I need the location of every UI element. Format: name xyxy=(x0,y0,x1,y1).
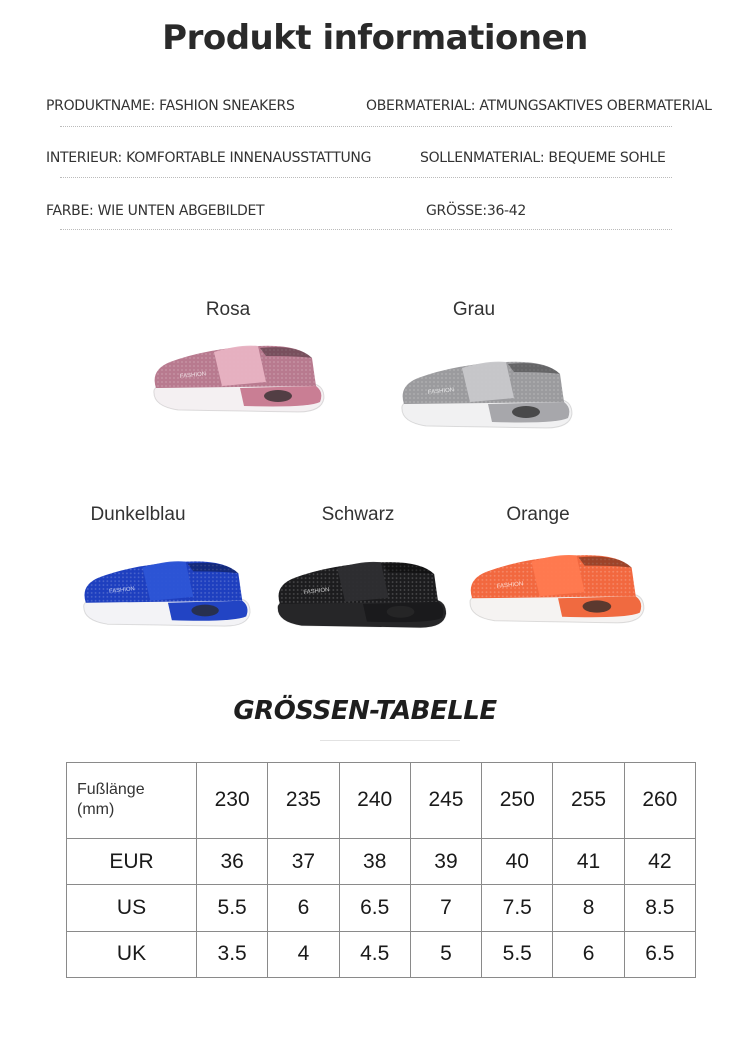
info-product-name: PRODUKTNAME: FASHION SNEAKERS xyxy=(46,98,295,114)
table-cell: 240 xyxy=(339,763,410,839)
shoe-image-rosa xyxy=(148,332,328,416)
table-cell: 235 xyxy=(268,763,339,839)
divider xyxy=(60,229,672,230)
table-cell: 260 xyxy=(624,763,695,839)
table-cell: 250 xyxy=(482,763,553,839)
shoe-brand-text: FASHION xyxy=(108,586,136,595)
shoe-brand-text: FASHION xyxy=(496,580,524,591)
table-cell: 40 xyxy=(482,838,553,884)
air-cushion xyxy=(583,600,612,612)
table-row xyxy=(67,931,696,977)
table-cell: 5.5 xyxy=(197,885,268,931)
row-label-eur: EUR xyxy=(67,838,197,884)
foot-length-label: Fußlänge xyxy=(77,781,145,799)
air-cushion xyxy=(512,406,540,418)
table-cell: 6 xyxy=(268,885,339,931)
air-cushion xyxy=(191,605,218,617)
table-row xyxy=(67,838,696,884)
table-row xyxy=(67,885,696,931)
table-cell: 6.5 xyxy=(339,885,410,931)
table-cell: 6.5 xyxy=(624,931,695,977)
shoe-strap xyxy=(143,561,194,601)
divider xyxy=(60,177,672,178)
size-table xyxy=(66,762,696,978)
table-cell: 245 xyxy=(410,763,481,839)
info-interior: INTERIEUR: KOMFORTABLE INNENAUSSTATTUNG xyxy=(46,150,372,166)
row-label-uk: UK xyxy=(67,931,197,977)
shoe-image-orange xyxy=(464,540,648,628)
color-label-grau: Grau xyxy=(452,299,496,320)
info-size: GRÖSSE:36-42 xyxy=(426,203,527,219)
divider xyxy=(320,740,460,741)
table-row xyxy=(67,763,696,839)
info-sole-material: SOLLENMATERIAL: BEQUEME SOHLE xyxy=(420,150,666,166)
table-cell: 230 xyxy=(197,763,268,839)
table-cell: 42 xyxy=(624,838,695,884)
page-title: Produkt informationen xyxy=(162,18,588,58)
table-cell: 7.5 xyxy=(482,885,553,931)
table-cell: 5 xyxy=(410,931,481,977)
shoe-strap xyxy=(462,362,514,402)
table-cell: 5.5 xyxy=(482,931,553,977)
table-cell: 36 xyxy=(197,838,268,884)
table-cell: 8.5 xyxy=(624,885,695,931)
table-cell: 39 xyxy=(410,838,481,884)
info-upper-material: OBERMATERIAL: ATMUNGSAKTIVES OBERMATERIAL xyxy=(366,98,712,114)
air-cushion xyxy=(264,390,292,402)
row-label-us: US xyxy=(67,885,197,931)
shoe-strap xyxy=(531,555,584,596)
color-label-dunkelblau: Dunkelblau xyxy=(90,504,186,525)
air-cushion xyxy=(387,606,415,618)
shoe-brand-text: FASHION xyxy=(303,587,330,596)
shoe-strap xyxy=(337,562,388,602)
color-label-schwarz: Schwarz xyxy=(321,504,395,525)
foot-length-header xyxy=(67,763,197,839)
table-cell: 3.5 xyxy=(197,931,268,977)
size-chart-title: GRÖSSEN-TABELLE xyxy=(233,696,497,726)
table-cell: 6 xyxy=(553,931,624,977)
table-cell: 41 xyxy=(553,838,624,884)
shoe-brand-text: FASHION xyxy=(427,387,455,396)
table-cell: 4 xyxy=(268,931,339,977)
shoe-brand-text: FASHION xyxy=(179,371,207,380)
foot-length-unit: (mm) xyxy=(77,801,115,819)
table-cell: 38 xyxy=(339,838,410,884)
divider xyxy=(60,126,672,127)
shoe-image-schwarz xyxy=(272,548,450,632)
color-label-orange: Orange xyxy=(506,504,570,525)
table-cell: 7 xyxy=(410,885,481,931)
table-cell: 37 xyxy=(268,838,339,884)
table-cell: 8 xyxy=(553,885,624,931)
info-color: FARBE: WIE UNTEN ABGEBILDET xyxy=(46,203,265,219)
color-label-rosa: Rosa xyxy=(205,299,251,320)
shoe-strap xyxy=(214,346,266,386)
shoe-image-dunkelblau xyxy=(78,546,254,632)
table-cell: 255 xyxy=(553,763,624,839)
shoe-image-grau xyxy=(394,348,578,432)
table-cell: 4.5 xyxy=(339,931,410,977)
